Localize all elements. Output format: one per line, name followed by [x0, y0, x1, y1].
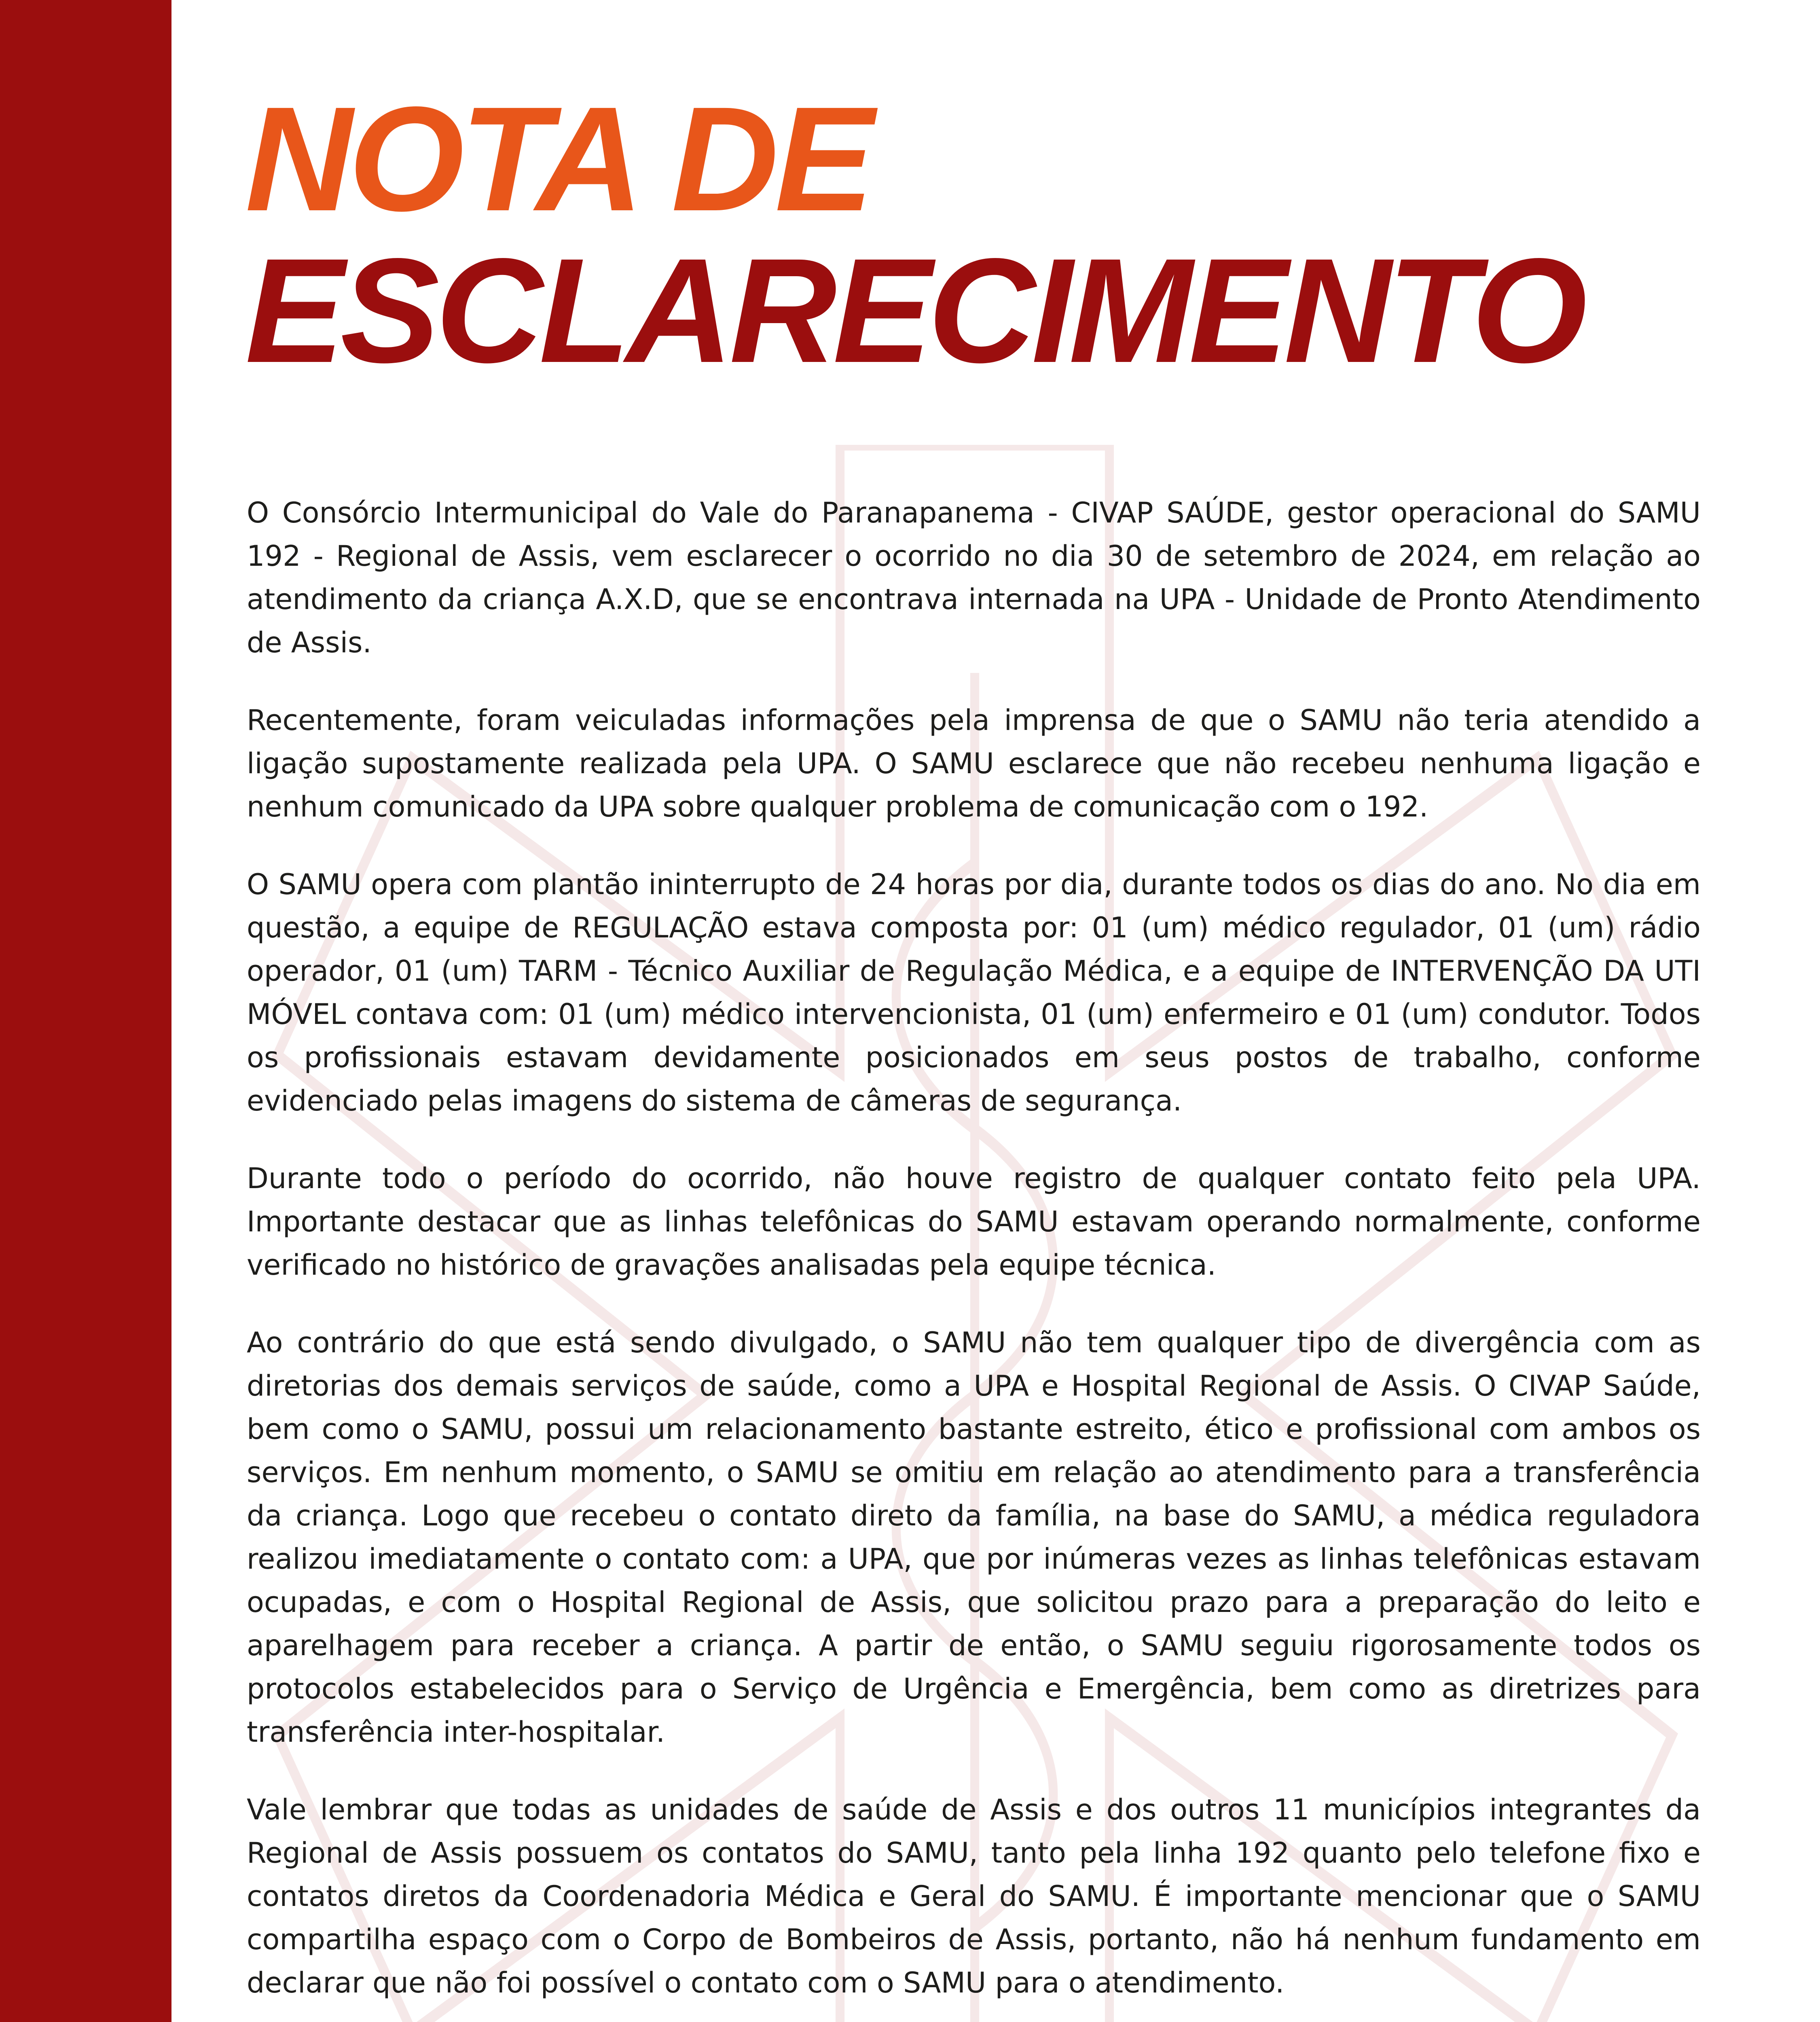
paragraph-6: Vale lembrar que todas as unidades de saúde de Assis e dos outros 11 municípios integrantes da Regional de Assis possuem os contatos do SAMU, tanto pela linha 192 quanto pelo telefone fixo e contatos diretos da Coordenadoria Médica e Geral do SAMU. É importante mencionar que o SAMU compartilha espaço com o Corpo de Bombeiros de Assis, portanto, não há nenhum fundamento em declarar que não foi possível o contato com o SAMU para o atendimento.	[247, 1793, 1701, 1999]
paragraph-1: O Consórcio Intermunicipal do Vale do Paranapanema - CIVAP SAÚDE, gestor operacional do SAMU 192 - Regional de Assis, vem esclarecer o ocorrido no dia 30 de setembro de 2024, em relação ao atendimento da criança A.X.D, que se encontrava internada na UPA - Unidade de Pronto Atendimento de Assis.	[247, 496, 1701, 659]
paragraph-4: Durante todo o período do ocorrido, não houve registro de qualquer contato feito pela UPA. Importante destacar que as linhas telefônicas do SAMU estavam operando normalmente, conforme verificado no histórico de gravações analisadas pela equipe técnica.	[247, 1162, 1701, 1282]
left-red-band	[0, 0, 171, 2022]
paragraph-5: Ao contrário do que está sendo divulgado, o SAMU não tem qualquer tipo de divergência com as diretorias dos demais serviços de saúde, como a UPA e Hospital Regional de Assis. O CIVAP Saúde, bem como o SAMU, possui um relacionamento bastante estreito, ético e profissional com ambos os serviços. Em nenhum momento, o SAMU se omitiu em relação ao atendimento para a transferência da criança. Logo que recebeu o contato direto da família, na base do SAMU, a médica reguladora realizou imediatamente o contato com: a UPA, que por inúmeras vezes as linhas telefônicas estavam ocupadas, e com o Hospital Regional de Assis, que solicitou prazo para a preparação do leito e aparelhagem para receber a criança. A partir de então, o SAMU seguiu rigorosamente todos os protocolos estabelecidos para o Serviço de Urgência e Emergência, bem como as diretrizes para transferência inter-hospitalar.	[247, 1326, 1701, 1749]
title-line-1: NOTA DE	[245, 76, 870, 242]
paragraph-3: O SAMU opera com plantão ininterrupto de 24 horas por dia, durante todos os dias do ano. No dia em questão, a equipe de REGULAÇÃO estava composta por: 01 (um) médico regulador, 01 (um) rádio operador, 01 (um) TARM - Técnico Auxiliar de Regulação Médica, e a equipe de INTERVENÇÃO DA UTI MÓVEL contava com: 01 (um) médico intervencionista, 01 (um) enfermeiro e 01 (um) condutor. Todos os profissionais estavam devidamente posicionados em seus postos de trabalho, conforme evidenciado pelas imagens do sistema de câmeras de segurança.	[247, 868, 1701, 1117]
title-line-2: ESCLARECIMENTO	[245, 227, 1583, 393]
paragraph-2: Recentemente, foram veiculadas informações pela imprensa de que o SAMU não teria atendido a ligação supostamente realizada pela UPA. O SAMU esclarece que não recebeu nenhuma ligação e nenhum comunicado da UPA sobre qualquer problema de comunicação com o 192.	[247, 704, 1701, 823]
page-title	[245, 76, 1583, 393]
note-body	[247, 491, 1701, 2022]
